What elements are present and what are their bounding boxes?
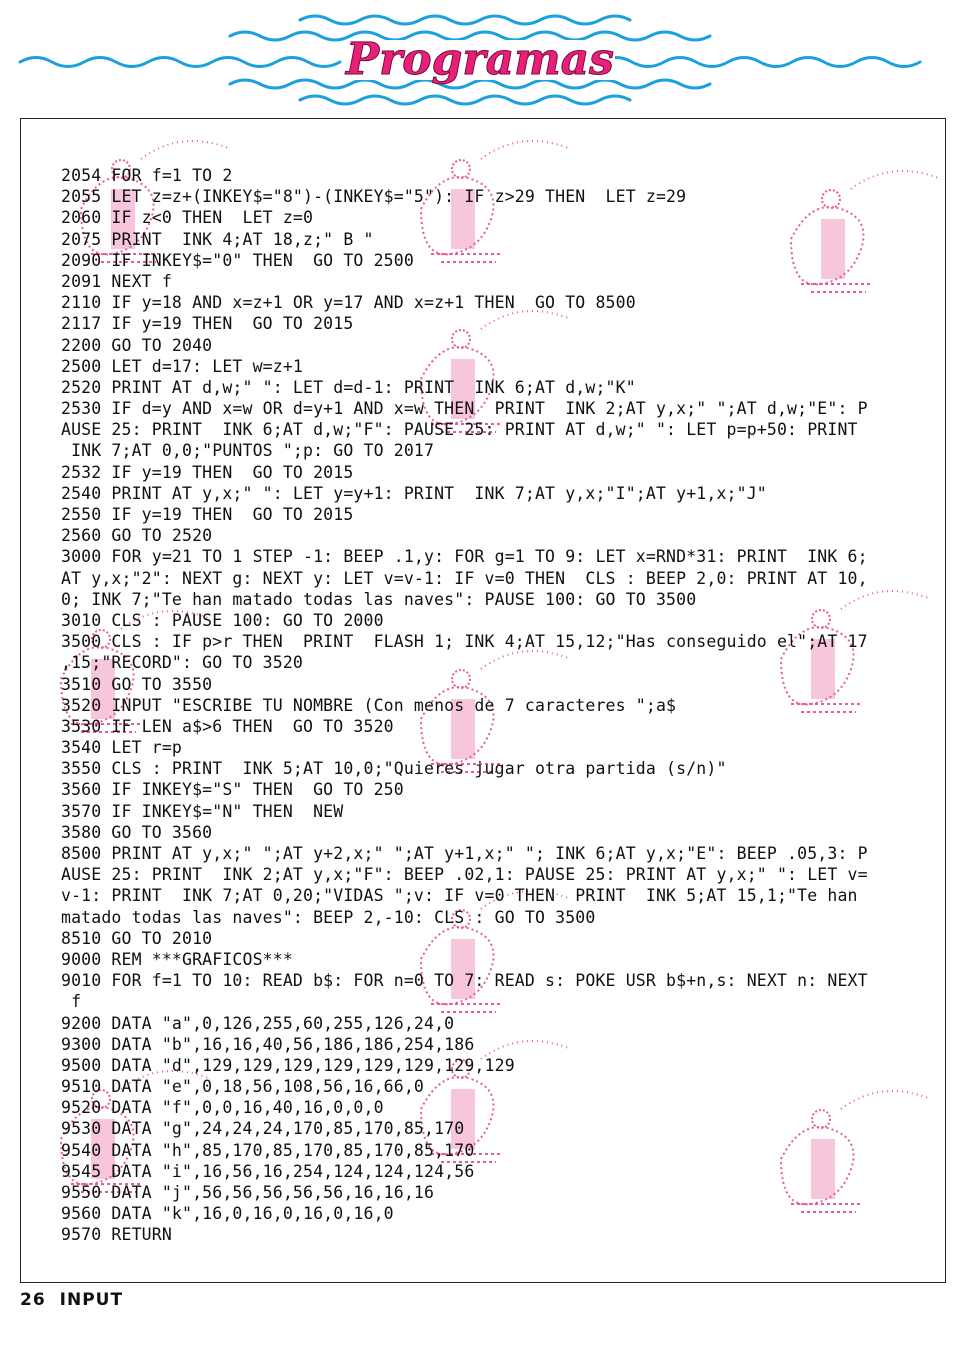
- code-line: 8510 GO TO 2010: [61, 928, 213, 948]
- code-line: f: [61, 992, 82, 1012]
- program-listing-box: [20, 118, 946, 1283]
- code-line: 2110 IF y=18 AND x=z+1 OR y=17 AND x=z+1 THEN GO TO 8500: [61, 293, 636, 313]
- code-line: AT y,x;"2": NEXT g: NEXT y: LET v=v-1: IF v=0 THEN CLS : BEEP 2,0: PRINT AT 10,: [61, 568, 868, 588]
- code-line: 2117 IF y=19 THEN GO TO 2015: [61, 314, 354, 334]
- code-line: 2055 LET z=z+(INKEY$="8")-(INKEY$="5"): IF z>29 THEN LET z=29: [61, 187, 687, 207]
- code-line: 2060 IF z<0 THEN LET z=0: [61, 208, 314, 228]
- magazine-name: INPUT: [59, 1290, 124, 1310]
- code-line: 3570 IF INKEY$="N" THEN NEW: [61, 801, 344, 821]
- code-line: 3580 GO TO 3560: [61, 822, 213, 842]
- code-line: AUSE 25: PRINT INK 6;AT d,w;"F": PAUSE 25: PRINT AT d,w;" ": LET p=p+50: PRINT: [61, 420, 858, 440]
- code-line: AUSE 25: PRINT INK 2;AT y,x;"F": BEEP .02,1: PAUSE 25: PRINT AT y,x;" ": LET v=: [61, 865, 868, 885]
- page-number: 26: [20, 1290, 46, 1310]
- code-line: 3500 CLS : IF p>r THEN PRINT FLASH 1; INK 4;AT 15,12;"Has conseguido el";AT 17: [61, 632, 868, 652]
- code-line: 2090 IF INKEY$="0" THEN GO TO 2500: [61, 250, 414, 270]
- code-line: 9500 DATA "d",129,129,129,129,129,129,129,129: [61, 1055, 515, 1075]
- page-header: [0, 0, 969, 118]
- code-line: 3540 LET r=p: [61, 738, 183, 758]
- code-line: v-1: PRINT INK 7;AT 0,20;"VIDAS ";v: IF v=0 THEN PRINT INK 5;AT 15,1;"Te han: [61, 886, 858, 906]
- code-line: 2091 NEXT f: [61, 271, 172, 291]
- wave-banner: [0, 0, 969, 118]
- page-title: Programas: [346, 34, 614, 85]
- code-line: 3010 CLS : PAUSE 100: GO TO 2000: [61, 610, 384, 630]
- code-line: 8500 PRINT AT y,x;" ";AT y+2,x;" ";AT y+1,x;" "; INK 6;AT y,x;"E": BEEP .05,3: P: [61, 844, 868, 863]
- code-line: 3560 IF INKEY$="S" THEN GO TO 250: [61, 780, 404, 800]
- code-line: 9530 DATA "g",24,24,24,170,85,170,85,170: [61, 1119, 465, 1139]
- code-line: 9550 DATA "j",56,56,56,56,56,16,16,16: [61, 1183, 435, 1202]
- code-line: 3510 GO TO 3550: [61, 674, 213, 694]
- code-line: 3530 IF LEN a$>6 THEN GO TO 3520: [61, 716, 394, 736]
- code-line: 9540 DATA "h",85,170,85,170,85,170,85,170: [61, 1140, 475, 1160]
- code-line: 2530 IF d=y AND x=w OR d=y+1 AND x=w THEN PRINT INK 2;AT y,x;" ";AT d,w;"E": P: [61, 399, 868, 419]
- code-line: 2550 IF y=19 THEN GO TO 2015: [61, 505, 354, 524]
- code-line: 2200 GO TO 2040: [61, 335, 213, 355]
- code-line: 9200 DATA "a",0,126,255,60,255,126,24,0: [61, 1013, 455, 1033]
- code-line: matado todas las naves": BEEP 2,-10: CLS : GO TO 3500: [61, 907, 596, 927]
- code-line: 9545 DATA "i",16,56,16,254,124,124,124,56: [61, 1161, 475, 1181]
- code-line: 2075 PRINT INK 4;AT 18,z;" B ": [61, 229, 374, 249]
- code-line: 9570 RETURN: [61, 1225, 172, 1245]
- code-line: 0; INK 7;"Te han matado todas las naves": PAUSE 100: GO TO 3500: [61, 589, 697, 609]
- code-line: 2054 FOR f=1 TO 2: [61, 166, 233, 185]
- code-line: 9000 REM ***GRAFICOS***: [61, 949, 293, 969]
- code-line: 2540 PRINT AT y,x;" ": LET y=y+1: PRINT INK 7;AT y,x;"I";AT y+1,x;"J": [61, 483, 767, 503]
- code-line: 9510 DATA "e",0,18,56,108,56,16,66,0: [61, 1077, 425, 1097]
- page-footer: [20, 1290, 137, 1310]
- code-line: 9520 DATA "f",0,0,16,40,16,0,0,0: [61, 1098, 384, 1118]
- code-line: 9010 FOR f=1 TO 10: READ b$: FOR n=0 TO 7: READ s: POKE USR b$+n,s: NEXT n: NEXT: [61, 971, 868, 991]
- code-line: 9560 DATA "k",16,0,16,0,16,0,16,0: [61, 1204, 394, 1224]
- code-line: 2560 GO TO 2520: [61, 526, 213, 546]
- basic-code-listing: [61, 165, 921, 1246]
- code-line: 2520 PRINT AT d,w;" ": LET d=d-1: PRINT INK 6;AT d,w;"K": [61, 377, 636, 397]
- code-line: 9300 DATA "b",16,16,40,56,186,186,254,186: [61, 1034, 475, 1054]
- code-line: 2532 IF y=19 THEN GO TO 2015: [61, 462, 354, 482]
- code-line: 2500 LET d=17: LET w=z+1: [61, 356, 304, 376]
- code-line: 3550 CLS : PRINT INK 5;AT 10,0;"Quieres jugar otra partida (s/n)": [61, 759, 727, 779]
- code-line: ,15;"RECORD": GO TO 3520: [61, 653, 304, 673]
- code-line: 3520 INPUT "ESCRIBE TU NOMBRE (Con menos de 7 caracteres ";a$: [61, 695, 677, 715]
- code-line: 3000 FOR y=21 TO 1 STEP -1: BEEP .1,y: FOR g=1 TO 9: LET x=RND*31: PRINT INK 6;: [61, 547, 868, 567]
- code-line: INK 7;AT 0,0;"PUNTOS ";p: GO TO 2017: [61, 441, 435, 461]
